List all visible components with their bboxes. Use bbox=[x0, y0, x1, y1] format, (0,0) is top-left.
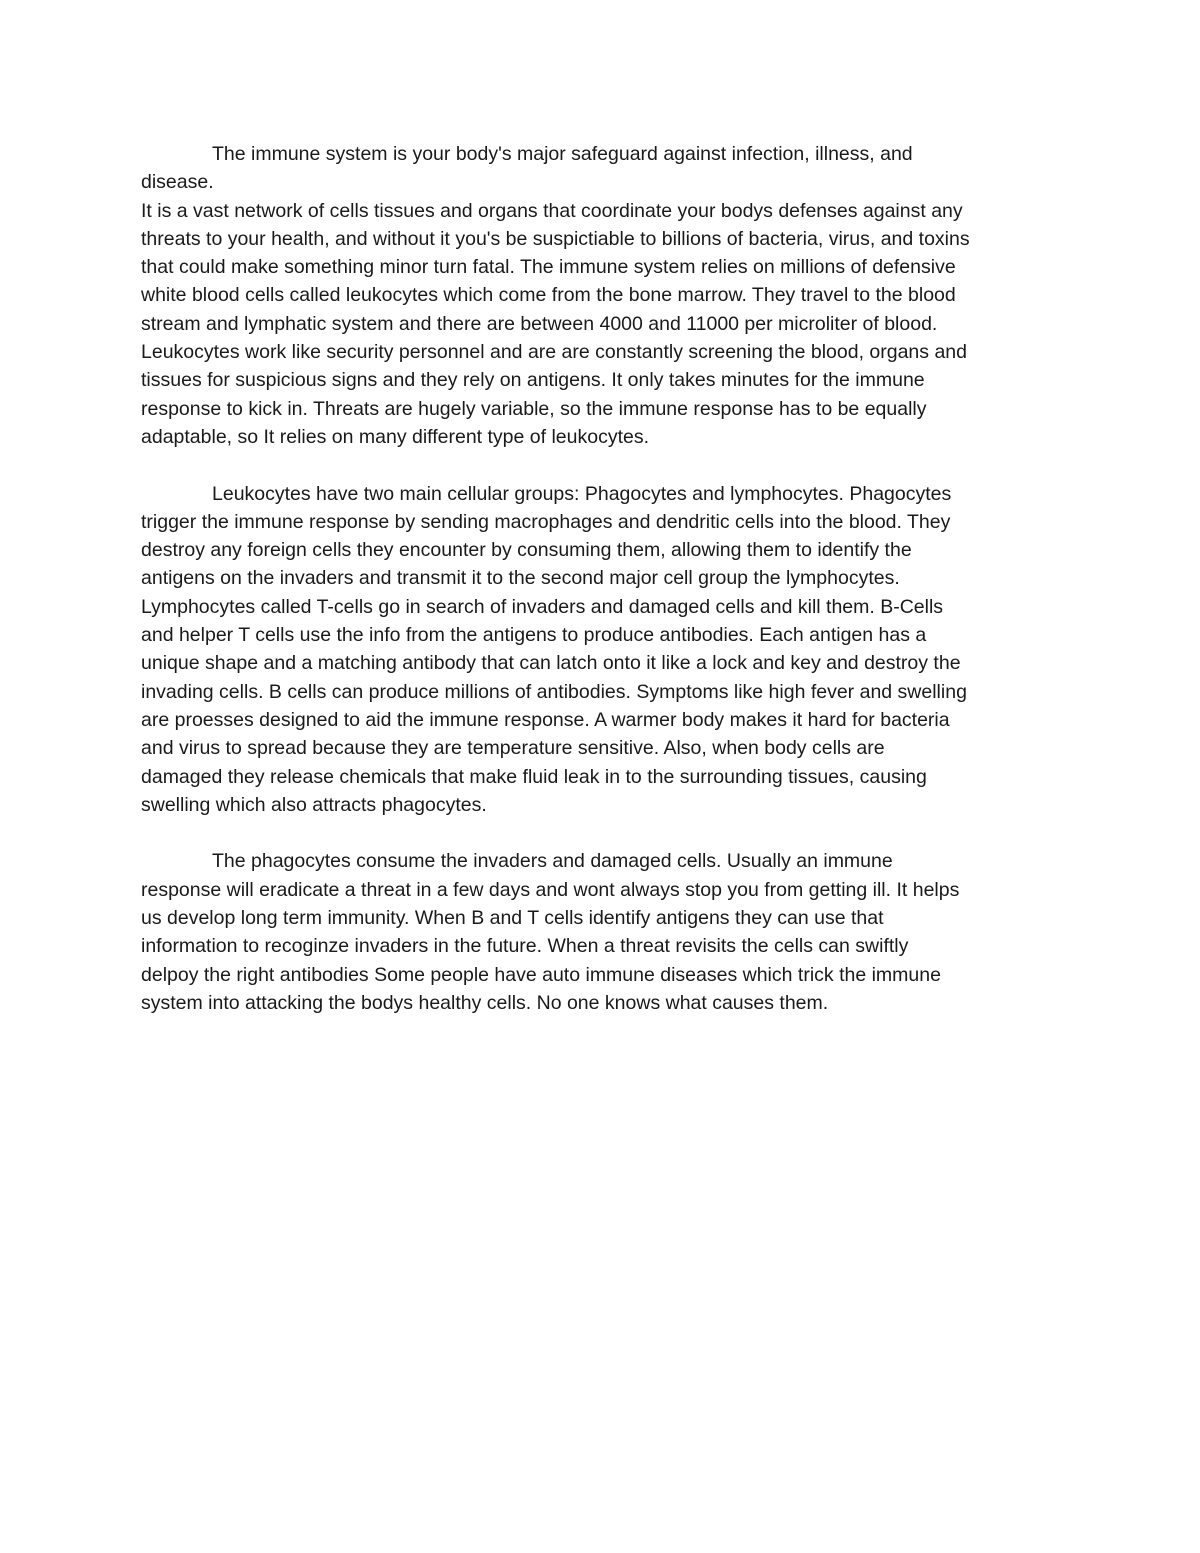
paragraph-3-line-11: damaged they release chemicals that make fluid leak in to the surrounding tissues, causing bbox=[141, 765, 927, 788]
paragraph-4-line-1: The phagocytes consume the invaders and damaged cells. Usually an immune bbox=[212, 850, 893, 873]
paragraph-2-line-5: stream and lymphatic system and there are between 4000 and 11000 per microliter of blood. bbox=[141, 312, 938, 335]
paragraph-3-line-7: unique shape and a matching antibody that can latch onto it like a lock and key and destroy the bbox=[141, 652, 961, 675]
paragraph-2-line-6: Leukocytes work like security personnel and are are constantly screening the blood, organs and bbox=[141, 341, 967, 364]
paragraph-2-line-3: that could make something minor turn fatal. The immune system relies on millions of defensive bbox=[141, 256, 956, 279]
paragraph-1-line-2: disease. bbox=[141, 171, 214, 194]
paragraph-3-line-4: antigens on the invaders and transmit it to the second major cell group the lymphocytes. bbox=[141, 567, 900, 590]
paragraph-3-line-8: invading cells. B cells can produce millions of antibodies. Symptoms like high fever and swelling bbox=[141, 680, 967, 703]
paragraph-3-line-5: Lymphocytes called T-cells go in search of invaders and damaged cells and kill them. B-Cells bbox=[141, 595, 944, 618]
paragraph-4 bbox=[141, 847, 1061, 1017]
paragraph-3 bbox=[141, 480, 1061, 820]
paragraph-4-line-3: us develop long term immunity. When B and T cells identify antigens they can use that bbox=[141, 907, 884, 930]
paragraph-3-line-1: Leukocytes have two main cellular groups: Phagocytes and lymphocytes. Phagocytes bbox=[212, 482, 952, 505]
paragraph-2-line-1: It is a vast network of cells tissues and organs that coordinate your bodys defenses against any bbox=[141, 199, 963, 222]
paragraph-2-line-8: response to kick in. Threats are hugely variable, so the immune response has to be equally bbox=[141, 397, 927, 420]
paragraph-4-line-2: response will eradicate a threat in a few days and wont always stop you from getting ill. It helps bbox=[141, 878, 960, 901]
paragraph-2-line-4: white blood cells called leukocytes which come from the bone marrow. They travel to the blood bbox=[141, 284, 956, 307]
paragraph-1 bbox=[141, 140, 1061, 197]
paragraph-4-line-4: information to recoginze invaders in the future. When a threat revisits the cells can swiftly bbox=[141, 935, 909, 958]
paragraph-1-line-1: The immune system is your body's major safeguard against infection, illness, and bbox=[212, 143, 913, 165]
paragraph-2-line-7: tissues for suspicious signs and they rely on antigens. It only takes minutes for the immune bbox=[141, 369, 925, 392]
paragraph-3-line-12: swelling which also attracts phagocytes. bbox=[141, 793, 487, 816]
paragraph-2 bbox=[141, 197, 1061, 452]
paragraph-3-line-2: trigger the immune response by sending macrophages and dendritic cells into the blood. They bbox=[141, 510, 951, 533]
paragraph-3-line-6: and helper T cells use the info from the antigens to produce antibodies. Each antigen has a bbox=[141, 624, 927, 647]
document-body bbox=[141, 140, 1061, 1017]
paragraph-2-line-2: threats to your health, and without it you's be suspictiable to billions of bacteria, virus, and toxins bbox=[141, 227, 970, 250]
paragraph-3-line-3: destroy any foreign cells they encounter by consuming them, allowing them to identify the bbox=[141, 539, 912, 562]
paragraph-2-line-9: adaptable, so It relies on many different type of leukocytes. bbox=[141, 425, 650, 448]
paragraph-spacer bbox=[141, 451, 1061, 479]
paragraph-3-line-10: and virus to spread because they are temperature sensitive. Also, when body cells are bbox=[141, 737, 885, 760]
paragraph-4-line-6: system into attacking the bodys healthy cells. No one knows what causes them. bbox=[141, 991, 829, 1014]
paragraph-4-line-5: delpoy the right antibodies Some people have auto immune diseases which trick the immune bbox=[141, 963, 941, 986]
paragraph-spacer bbox=[141, 819, 1061, 847]
paragraph-3-line-9: are proesses designed to aid the immune response. A warmer body makes it hard for bacteria bbox=[141, 708, 950, 731]
